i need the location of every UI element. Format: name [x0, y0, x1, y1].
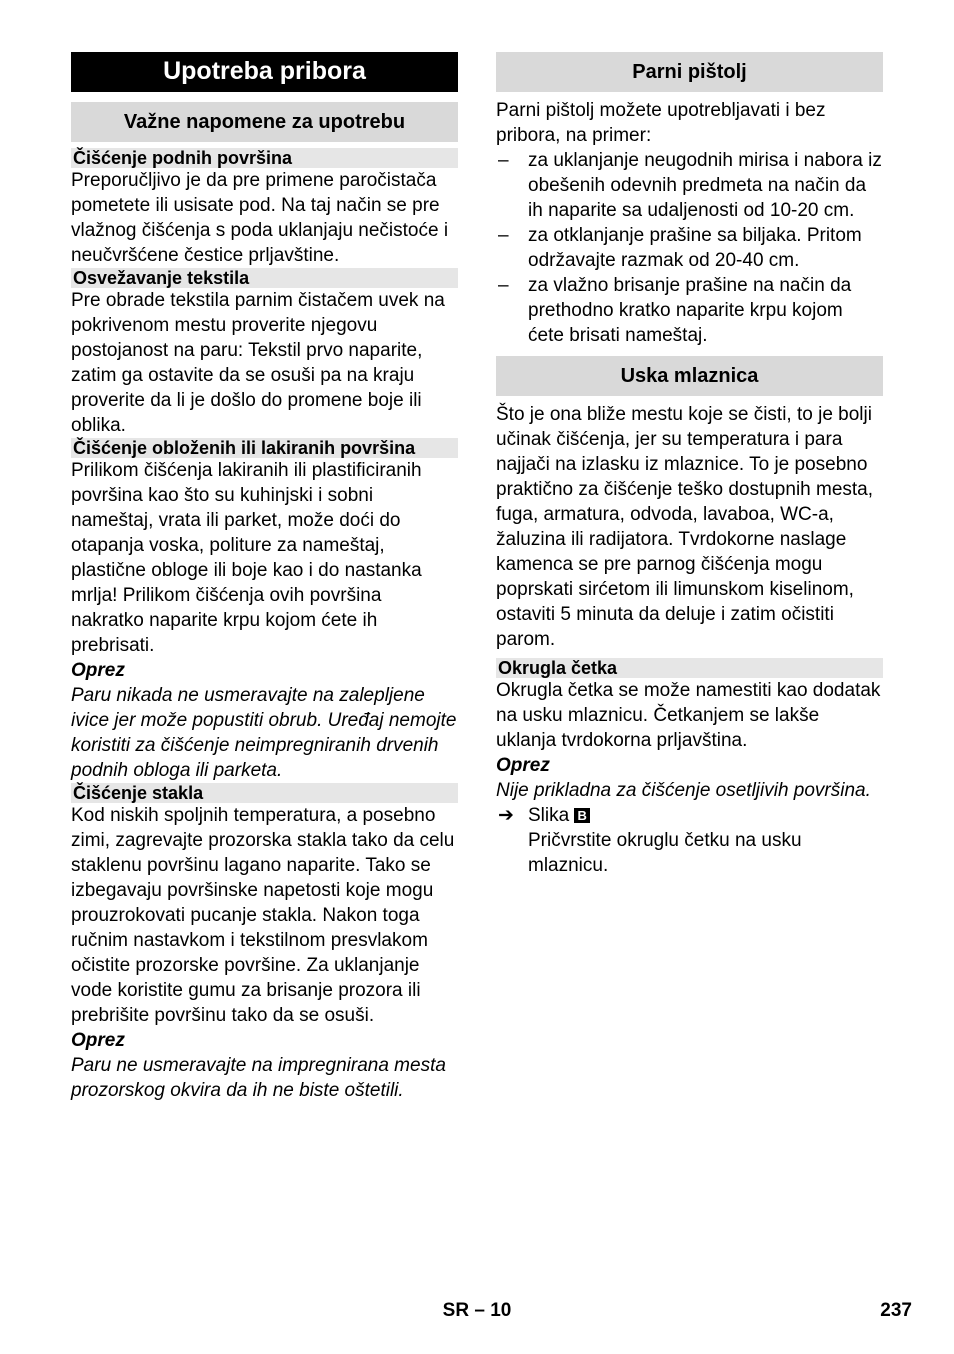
paragraph-floor-cleaning: Preporučljivo je da pre primene paročistača pometete ili usisate pod. Na taj način se pre vlažnog čišćenja s poda uklanjaju nečistoće i neučvršćene čestice prljavštine.: [71, 170, 449, 266]
dash-bullet: –: [498, 225, 509, 246]
dash-bullet: –: [498, 150, 509, 171]
footer-section-label: SR – 10: [442, 1300, 512, 1321]
paragraph-glass-cleaning: Kod niskih spoljnih temperatura, a posebno zimi, zagrevajte prozorska stakla tako da celu staklenu površinu lagano naparite. Tako se izbegavaju površinske napetosti koje mogu prouzrokovati pucanje stakla. Nakon toga ručnim nastavkom i tekstilnom presvlakom očistite prozorske površine. Za uklanjanje vode koristite gumu za brisanje prozora ili prebrišite površinu tako da se osuši.: [71, 805, 455, 1026]
arrow-right-icon: ➔: [498, 805, 514, 826]
section-heading-important-notes: Važne napomene za upotrebu: [71, 102, 458, 142]
subheading-floor-cleaning: Čišćenje podnih površina: [71, 148, 458, 168]
instruction-text: Pričvrstite okruglu četku na usku mlaznicu.: [528, 830, 802, 876]
paragraph-coated-surfaces: Prilikom čišćenja lakiranih ili plastificiranih površina kao što su kuhinjski i sobni nameštaj, vrata ili parket, može doći do otapanja voska, politure za nameštaj, plastične obloge ili boje kao i do nastanka mrlja! Prilikom čišćenja ovih površina nakratko naparite krpu kojom ćete ih prebrisati.: [71, 460, 422, 656]
left-column: [71, 52, 458, 1103]
dash-bullet: –: [498, 275, 509, 296]
section-heading-steam-gun: Parni pištolj: [496, 52, 883, 92]
list-item-text: za uklanjanje neugodnih mirisa i nabora iz obešenih odevnih predmeta na način da ih naparite sa udaljenosti od 10-20 cm.: [528, 150, 882, 221]
paragraph-round-brush: Okrugla četka se može namestiti kao dodatak na usku mlaznicu. Četkanjem se lakše uklanja tvrdokorna prljavština.: [496, 680, 881, 751]
caution-title: Oprez: [71, 660, 125, 681]
figure-reference-label: Slika: [528, 805, 570, 826]
page-title: Upotreba pribora: [71, 52, 458, 92]
subheading-textile-refresh: Osvežavanje tekstila: [71, 268, 458, 288]
steam-gun-list: [496, 148, 883, 348]
section-heading-narrow-nozzle: Uska mlaznica: [496, 356, 883, 396]
caution-title: Oprez: [71, 1030, 125, 1051]
page-number: 237: [880, 1300, 912, 1321]
subheading-coated-surfaces: Čišćenje obloženih ili lakiranih površina: [71, 438, 458, 458]
paragraph-steam-gun-intro: Parni pištolj možete upotrebljavati i bez pribora, na primer:: [496, 100, 826, 146]
list-item: [496, 223, 883, 273]
caution-text: Paru ne usmeravajte na impregnirana mesta prozorskog okvira da ih ne biste oštetili.: [71, 1055, 446, 1101]
list-item: [496, 273, 883, 348]
caution-title: Oprez: [496, 755, 550, 776]
caution-text: Nije prikladna za čišćenje osetljivih površina.: [496, 780, 871, 801]
instruction-step: [496, 803, 883, 878]
list-item-text: za otklanjanje prašine sa biljaka. Pritom održavajte razmak od 20-40 cm.: [528, 225, 862, 271]
subheading-glass-cleaning: Čišćenje stakla: [71, 783, 458, 803]
right-column: [496, 52, 883, 878]
figure-letter-badge: B: [574, 808, 589, 823]
paragraph-textile-refresh: Pre obrade tekstila parnim čistačem uvek na pokrivenom mestu proverite njegovu postojanost na paru: Tekstil prvo naparite, zatim ga ostavite da se osuši pa na kraju proverite da li je došlo do promene boje ili oblika.: [71, 290, 445, 436]
caution-text: Paru nikada ne usmeravajte na zalepljene ivice jer može popustiti obrub. Uređaj nemojte koristiti za čišćenje neimpregniranih drvenih podnih obloga ili parketa.: [71, 685, 457, 781]
list-item: [496, 148, 883, 223]
list-item-text: za vlažno brisanje prašine na način da prethodno kratko naparite krpu kojom ćete brisati nameštaj.: [528, 275, 852, 346]
subheading-round-brush: Okrugla četka: [496, 658, 883, 678]
paragraph-narrow-nozzle: Što je ona bliže mestu koje se čisti, to je bolji učinak čišćenja, jer su temperatura i para najjači na izlasku iz mlaznice. To je posebno praktično za čišćenje teško dostupnih mesta, fuga, armatura, odvoda, lavaboa, WC-a, žaluzina ili radijatora. Tvrdokorne naslage kamenca se pre parnog čišćenja mogu poprskati sirćetom ili limunskom kiselinom, ostaviti 5 minuta da deluje i zatim očistiti parom.: [496, 404, 874, 650]
